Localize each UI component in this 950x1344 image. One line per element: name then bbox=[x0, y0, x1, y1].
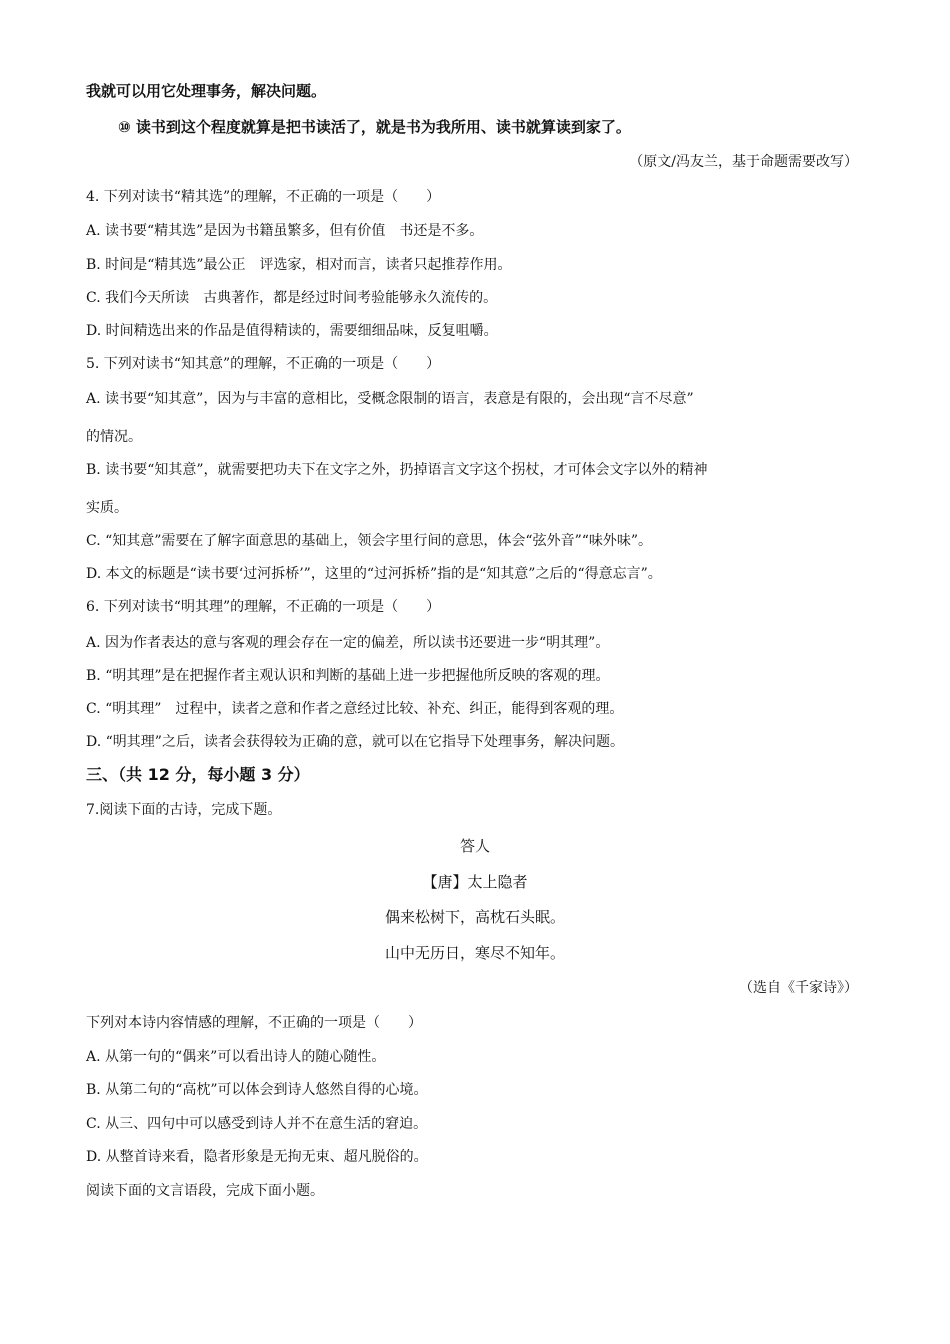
q4-option-d: D. 时间精选出来的作品是值得精读的，需要细细品味，反复咀嚼。 bbox=[86, 323, 498, 339]
q6-option-d: D. “明其理”之后，读者会获得较为正确的意，就可以在它指导下处理事务，解决问题。 bbox=[86, 734, 624, 750]
poem-author: 【唐】太上隐者 bbox=[422, 873, 528, 891]
q6-option-a: A. 因为作者表达的意与客观的理会存在一定的偏差，所以读书还要进一步“明其理”。 bbox=[86, 635, 610, 651]
q7-option-b: B. 从第二句的“高枕”可以体会到诗人悠然自得的心境。 bbox=[86, 1082, 428, 1098]
q7-option-c: C. 从三、四句中可以感受到诗人并不在意生活的窘迫。 bbox=[86, 1116, 428, 1132]
poem-title: 答人 bbox=[459, 837, 490, 855]
q7-option-d: D. 从整首诗来看，隐者形象是无拘无束、超凡脱俗的。 bbox=[86, 1149, 428, 1165]
q7-option-a: A. 从第一句的“偶来”可以看出诗人的随心随性。 bbox=[86, 1049, 386, 1065]
q6-stem: 6. 下列对读书“明其理”的理解，不正确的一项是（ ） bbox=[86, 599, 441, 615]
poem-source: （选自《千家诗》） bbox=[739, 980, 858, 996]
q4-stem: 4. 下列对读书“精其选”的理解，不正确的一项是（ ） bbox=[86, 189, 441, 205]
q5-option-d: D. 本文的标题是“读书要‘过河拆桥’”，这里的“过河拆桥”指的是“知其意”之后的“得意忘言”。 bbox=[86, 566, 662, 582]
q6-option-c: C. “明其理” 过程中，读者之意和作者之意经过比较、补充、纠正，能得到客观的理。 bbox=[86, 701, 624, 717]
next-section-intro: 阅读下面的文言语段，完成下面小题。 bbox=[86, 1183, 324, 1199]
section-3-heading: 三、（共 12 分，每小题 3 分） bbox=[86, 765, 310, 784]
q4-option-a: A. 读书要“精其选”是因为书籍虽繁多，但有价值 书还是不多。 bbox=[86, 223, 484, 239]
q5-option-b-line2: 实质。 bbox=[86, 500, 128, 516]
passage-source: （原文/冯友兰，基于命题需要改写） bbox=[629, 154, 858, 170]
q5-option-c: C. “知其意”需要在了解字面意思的基础上，领会字里行间的意思，体会“弦外音”“味外味”。 bbox=[86, 533, 653, 549]
passage-tail: 我就可以用它处理事务，解决问题。 bbox=[86, 82, 327, 100]
q4-option-b: B. 时间是“精其选”最公正 评选家，相对而言，读者只起推荐作用。 bbox=[86, 257, 512, 273]
q7-stem: 下列对本诗内容情感的理解，不正确的一项是（ ） bbox=[86, 1015, 422, 1031]
q5-option-b-line1: B. 读书要“知其意”，就需要把功夫下在文字之外，扔掉语言文字这个拐杖，才可体会文字以外的精神 bbox=[86, 462, 708, 478]
poem-line-1: 偶来松树下，高枕石头眠。 bbox=[384, 908, 565, 926]
q5-stem: 5. 下列对读书“知其意”的理解，不正确的一项是（ ） bbox=[86, 356, 441, 372]
poem-line-2: 山中无历日，寒尽不知年。 bbox=[384, 944, 565, 962]
q6-option-b: B. “明其理”是在把握作者主观认识和判断的基础上进一步把握他所反映的客观的理。 bbox=[86, 668, 610, 684]
q4-option-c: C. 我们今天所读 古典著作，都是经过时间考验能够永久流传的。 bbox=[86, 290, 498, 306]
q5-option-a-line1: A. 读书要“知其意”，因为与丰富的意相比，受概念限制的语言，表意是有限的，会出现“言不尽意” bbox=[86, 391, 694, 407]
passage-paragraph-10: ⑩ 读书到这个程度就算是把书读活了，就是书为我所用、读书就算读到家了。 bbox=[118, 118, 631, 136]
q5-option-a-line2: 的情况。 bbox=[86, 429, 142, 445]
q7-intro: 7.阅读下面的古诗，完成下题。 bbox=[86, 802, 282, 818]
